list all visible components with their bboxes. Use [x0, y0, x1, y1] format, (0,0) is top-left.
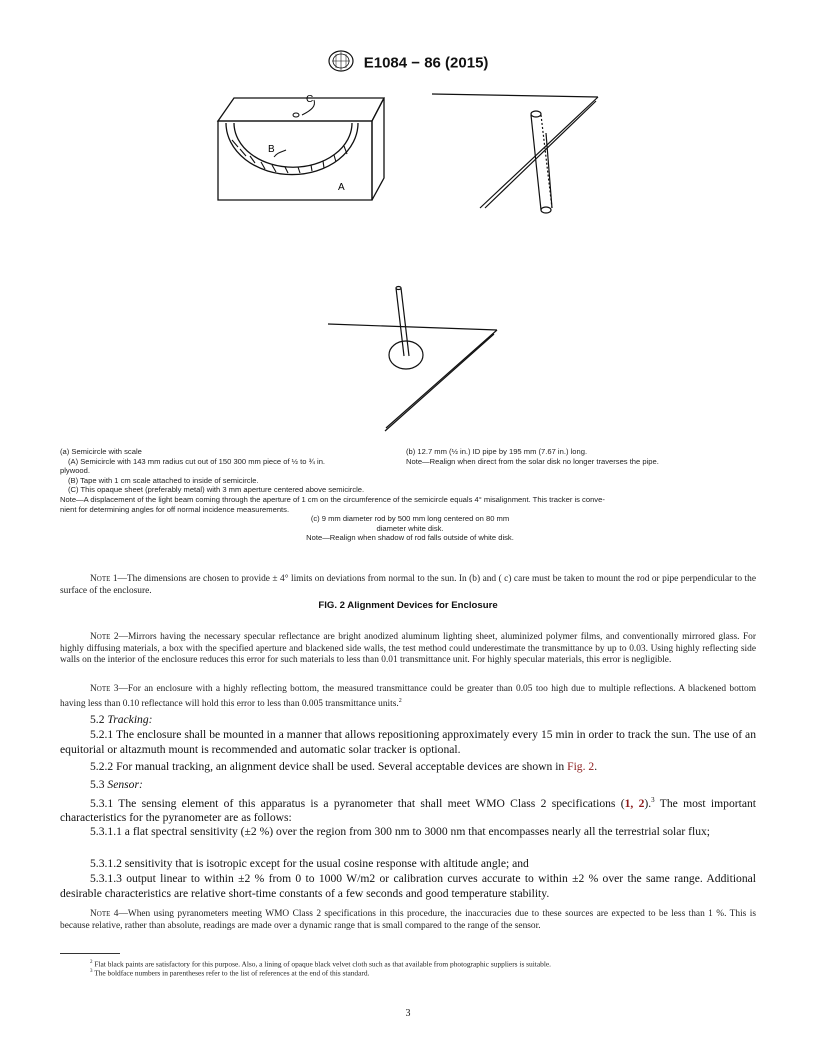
- device-b-pipe: [432, 94, 598, 213]
- section-5-3-number: 5.3: [90, 778, 105, 791]
- reference-link[interactable]: 1, 2: [624, 796, 645, 810]
- note-3-text: —For an enclosure with a highly reflecting bottom, the measured transmittance could be greater than 0.05 too high due to multiple reflections. A blackened bottom having less than 0.10 reflectance will hold this error to less than 0.005 transmittance units.: [60, 684, 756, 709]
- device-c-rod-disk: [328, 287, 497, 432]
- section-5-2-2-end: .: [594, 760, 598, 773]
- note-3-footnote-ref[interactable]: 2: [398, 697, 402, 704]
- section-5-2-2: [60, 760, 756, 775]
- caption-a-note: Note—A displacement of the light beam coming through the aperture of 1 cm on the circumference of the semicircle equals 4° misalignment. This tracker is conve-: [60, 494, 605, 504]
- caption-a-line-a: (A) Semicircle with 143 mm radius cut out of 150 300 mm piece of ½ to ¾ in.: [68, 456, 326, 466]
- note-4-text: —When using pyranometers meeting WMO Class 2 specifications in this procedure, the inaccuracies due to these sources are expected to be less than 1 %. This is because relative, rather than absolute, readings are made over a dynamic range that is small compared to the range of the sensor.: [60, 909, 756, 931]
- section-5-2-2-text: 5.2.2 For manual tracking, an alignment device shall be used. Several acceptable devices are shown in: [90, 760, 568, 773]
- section-5-3-1-cont: The most important characteristics for the pyranometer are as follows:: [60, 796, 756, 825]
- caption-c-line2: diameter white disk.: [376, 523, 444, 533]
- caption-c-note: Note—Realign when shadow of rod falls outside of white disk.: [306, 533, 514, 543]
- fig-2-link[interactable]: Fig. 2: [567, 760, 595, 773]
- section-5-2-title: Tracking:: [107, 713, 153, 726]
- section-5-3-1-1: 5.3.1.1 a flat spectral sensitivity (±2 %) over the region from 300 nm to 3000 nm that encompasses nearly all the terrestrial solar flux;: [90, 825, 711, 838]
- figure-2-drawings: [0, 0, 816, 440]
- label-a: A: [338, 182, 345, 193]
- section-5-3-title: Sensor:: [107, 778, 143, 791]
- section-5-3-1-2: 5.3.1.2 sensitivity that is isotropic except for the usual cosine response with altitude angle; and: [90, 857, 529, 870]
- caption-a-line-c: (C) This opaque sheet (preferably metal) with 3 mm aperture centered above semicircle.: [68, 485, 365, 495]
- section-5-2-1: 5.2.1 The enclosure shall be mounted in a manner that allows repositioning approximately every 15 min in order to track the sun. The use of an equitorial or altazmuth mount is recommended and automatic solar tracker is optional.: [60, 728, 756, 756]
- footnote-rule: [60, 953, 120, 954]
- figure-title: FIG. 2 Alignment Devices for Enclosure: [318, 600, 498, 611]
- section-5-3-1-close: ).: [644, 796, 652, 810]
- note-1: [60, 574, 756, 597]
- footnote-3-ref[interactable]: 3: [651, 796, 655, 804]
- caption-a-title: (a) Semicircle with scale: [60, 447, 142, 456]
- note-4-label: Note 4: [90, 909, 119, 919]
- caption-a-line-a-cont: plywood.: [60, 466, 90, 476]
- note-2-label: Note 2: [90, 632, 119, 642]
- footnote-3: [60, 967, 756, 977]
- note-1-label: Note 1: [90, 574, 118, 584]
- section-5-2-number: 5.2: [90, 713, 105, 726]
- figure-caption-block: [60, 447, 760, 543]
- note-3: [60, 684, 756, 710]
- section-5-2-heading: [60, 713, 756, 728]
- label-b: B: [268, 144, 275, 155]
- caption-c-line1: (c) 9 mm diameter rod by 500 mm long centered on 80 mm: [310, 514, 510, 524]
- caption-a-line-b: (B) Tape with 1 cm scale attached to inside of semicircle.: [68, 475, 259, 485]
- note-3-label: Note 3: [90, 684, 119, 694]
- footnote-2-text: Flat black paints are satisfactory for this purpose. Also, a lining of opaque black velvet cloth such as that available from photographic suppliers is suitable.: [92, 959, 552, 969]
- section-5-3-1-3: 5.3.1.3 output linear to within ±2 % from 0 to 1000 W/m2 or calibration curves accurate to within ±2 % over the same range. Additional desirable characteristics are relative short-time constants of a few seconds and good temperature stability.: [60, 872, 756, 900]
- footnote-3-text: The boldface numbers in parentheses refer to the list of references at the end of this standard.: [92, 968, 370, 978]
- device-a-semicircle-box: [218, 98, 384, 200]
- footnote-2-mark: 2: [90, 960, 93, 965]
- label-c: C: [306, 94, 314, 105]
- section-5-3-heading: [60, 778, 756, 793]
- page-number: 3: [405, 1008, 411, 1019]
- section-5-3-1-text: 5.3.1 The sensing element of this apparatus is a pyranometer that shall meet WMO Class 2 specifications (: [90, 796, 625, 810]
- note-4: [60, 909, 756, 932]
- caption-b-note: Note—Realign when direct from the solar disk no longer traverses the pipe.: [406, 456, 659, 466]
- standard-designation: E1084 − 86 (2015): [363, 54, 489, 72]
- note-2: [60, 632, 756, 667]
- note-2-text: —Mirrors having the necessary specular reflectance are bright anodized aluminum lighting sheet, aluminized polymer films, and conventionally mirrored glass. For highly diffusing materials, a box with the specified aperture and blackened side walls, the test method could underestimate the transmittance by up to 0.03. Using highly reflecting side walls on the interior of the enclosure reduces this error for such materials to less than 0.01 transmittance unit. For highly specular materials, this error is negligible.: [60, 632, 756, 666]
- note-1-text: —The dimensions are chosen to provide ± 4° limits on deviations from normal to the sun. In (b) and ( c) care must be taken to mount the rod or pipe perpendicular to the surface of the enclosure.: [60, 574, 756, 596]
- caption-b-title: (b) 12.7 mm (½ in.) ID pipe by 195 mm (7.67 in.) long.: [406, 447, 588, 456]
- footnote-3-mark: 3: [90, 969, 93, 974]
- caption-a-note-cont: nient for determining angles for off normal incidence measurements.: [60, 504, 290, 514]
- aperture-hole: [293, 113, 299, 117]
- section-5-3-1: [60, 793, 756, 826]
